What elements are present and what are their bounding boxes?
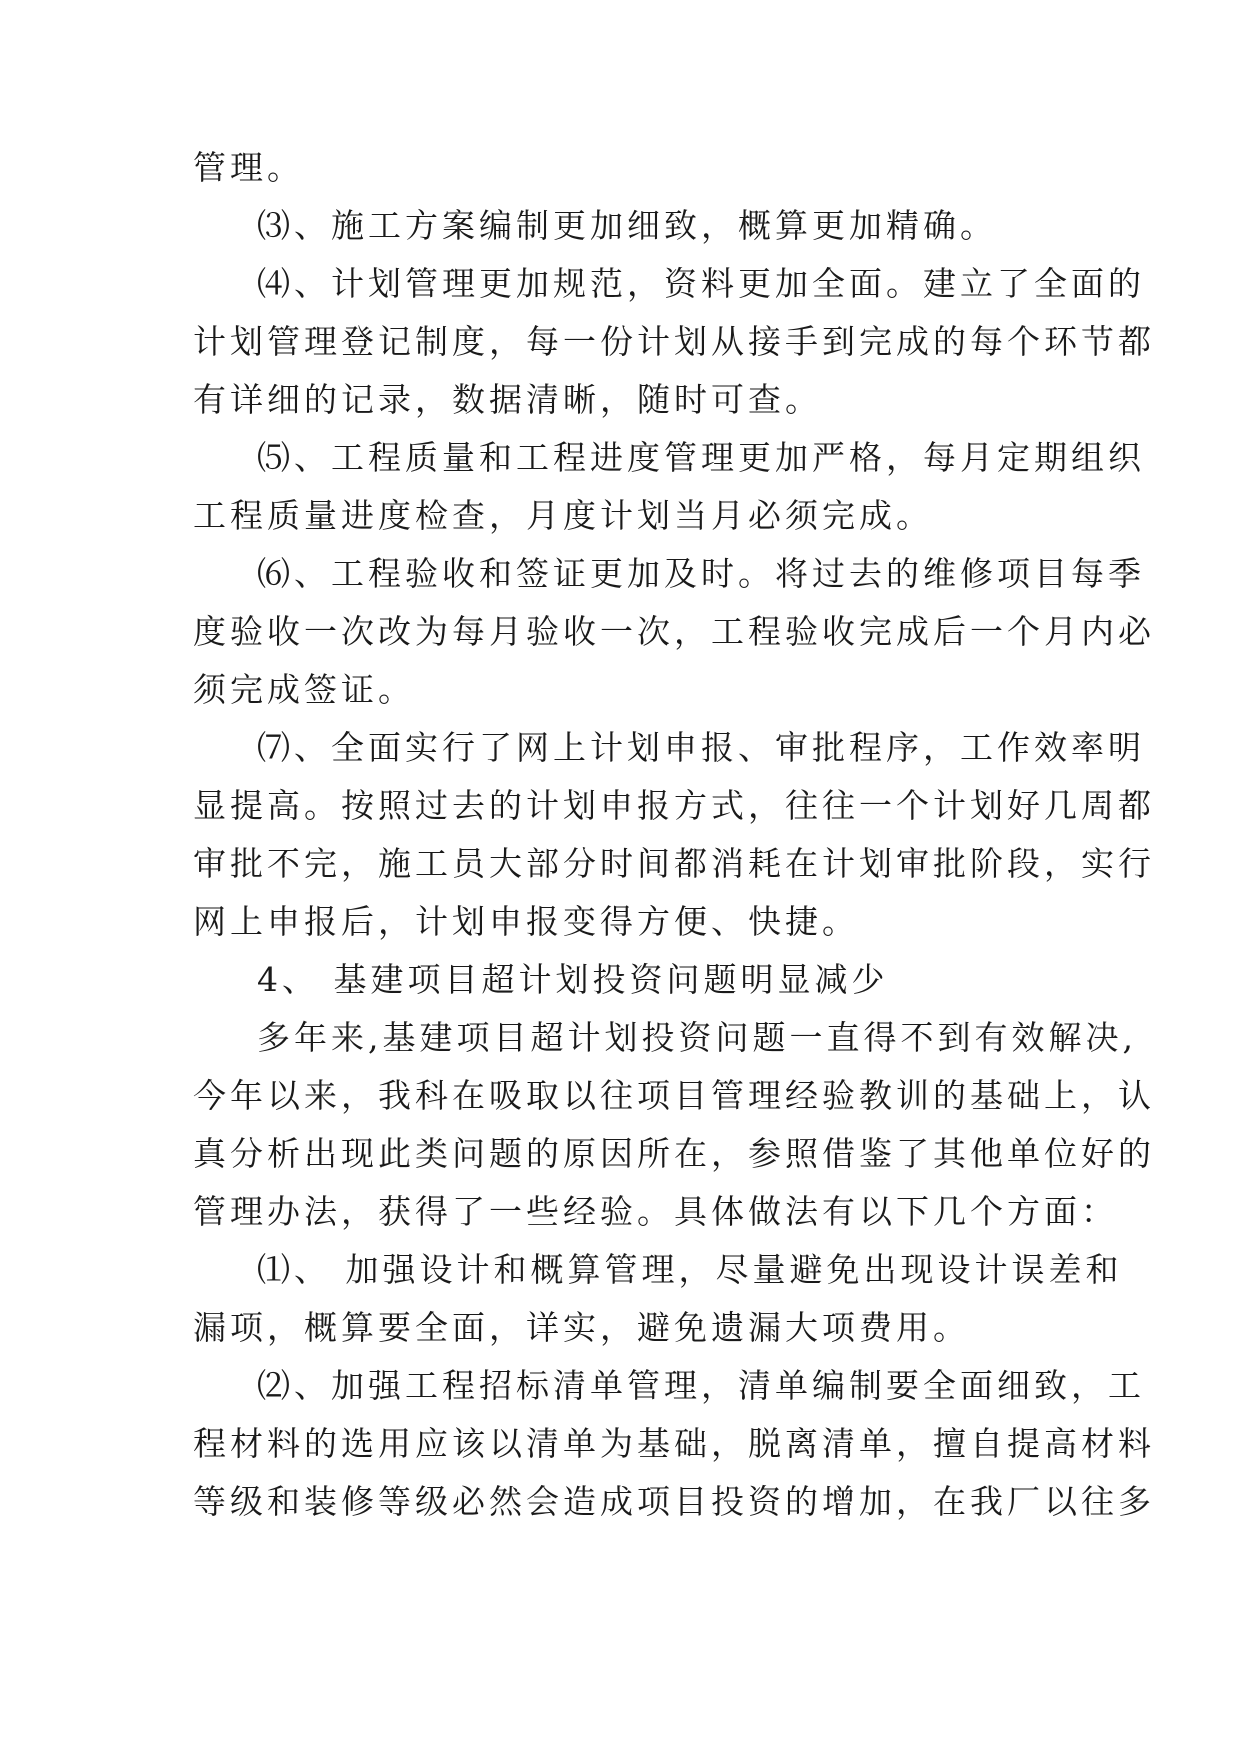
text-line: 管理办法，获得了一些经验。具体做法有以下几个方面： (193, 1192, 1118, 1231)
text-line: ⑵、加强工程招标清单管理，清单编制要全面细致，工 (257, 1366, 1145, 1405)
text-line: 计划管理登记制度，每一份计划从接手到完成的每个环节都 (193, 322, 1155, 361)
text-line: 等级和装修等级必然会造成项目投资的增加，在我厂以往多 (193, 1482, 1155, 1521)
section-heading: 4、 基建项目超计划投资问题明显减少 (257, 960, 889, 999)
text-line: 今年以来，我科在吸取以往项目管理经验教训的基础上，认 (193, 1076, 1155, 1115)
text-line: ⑷、计划管理更加规范，资料更加全面。建立了全面的 (257, 264, 1145, 303)
text-line: 显提高。按照过去的计划申报方式，往往一个计划好几周都 (193, 786, 1155, 825)
text-line: ⑹、工程验收和签证更加及时。将过去的维修项目每季 (257, 554, 1145, 593)
text-line: ⑺、全面实行了网上计划申报、审批程序，工作效率明 (257, 728, 1145, 767)
text-line: ⑸、工程质量和工程进度管理更加严格，每月定期组织 (257, 438, 1145, 477)
text-line: 度验收一次改为每月验收一次，工程验收完成后一个月内必 (193, 612, 1155, 651)
text-line: 工程质量进度检查，月度计划当月必须完成。 (193, 496, 933, 535)
text-line: 真分析出现此类问题的原因所在，参照借鉴了其他单位好的 (193, 1134, 1155, 1173)
text-line: 管理。 (193, 148, 304, 187)
text-line: 审批不完，施工员大部分时间都消耗在计划审批阶段，实行 (193, 844, 1155, 883)
text-line: 程材料的选用应该以清单为基础，脱离清单，擅自提高材料 (193, 1424, 1155, 1463)
text-line: 漏项，概算要全面，详实，避免遗漏大项费用。 (193, 1308, 970, 1347)
text-line: 有详细的记录，数据清晰，随时可查。 (193, 380, 822, 419)
text-line: ⑴、 加强设计和概算管理，尽量避免出现设计误差和 (257, 1250, 1123, 1289)
text-line: 网上申报后，计划申报变得方便、快捷。 (193, 902, 859, 941)
text-line: 须完成签证。 (193, 670, 415, 709)
text-line: ⑶、施工方案编制更加细致，概算更加精确。 (257, 206, 997, 245)
text-line: 多年来,基建项目超计划投资问题一直得不到有效解决, (257, 1018, 1137, 1057)
